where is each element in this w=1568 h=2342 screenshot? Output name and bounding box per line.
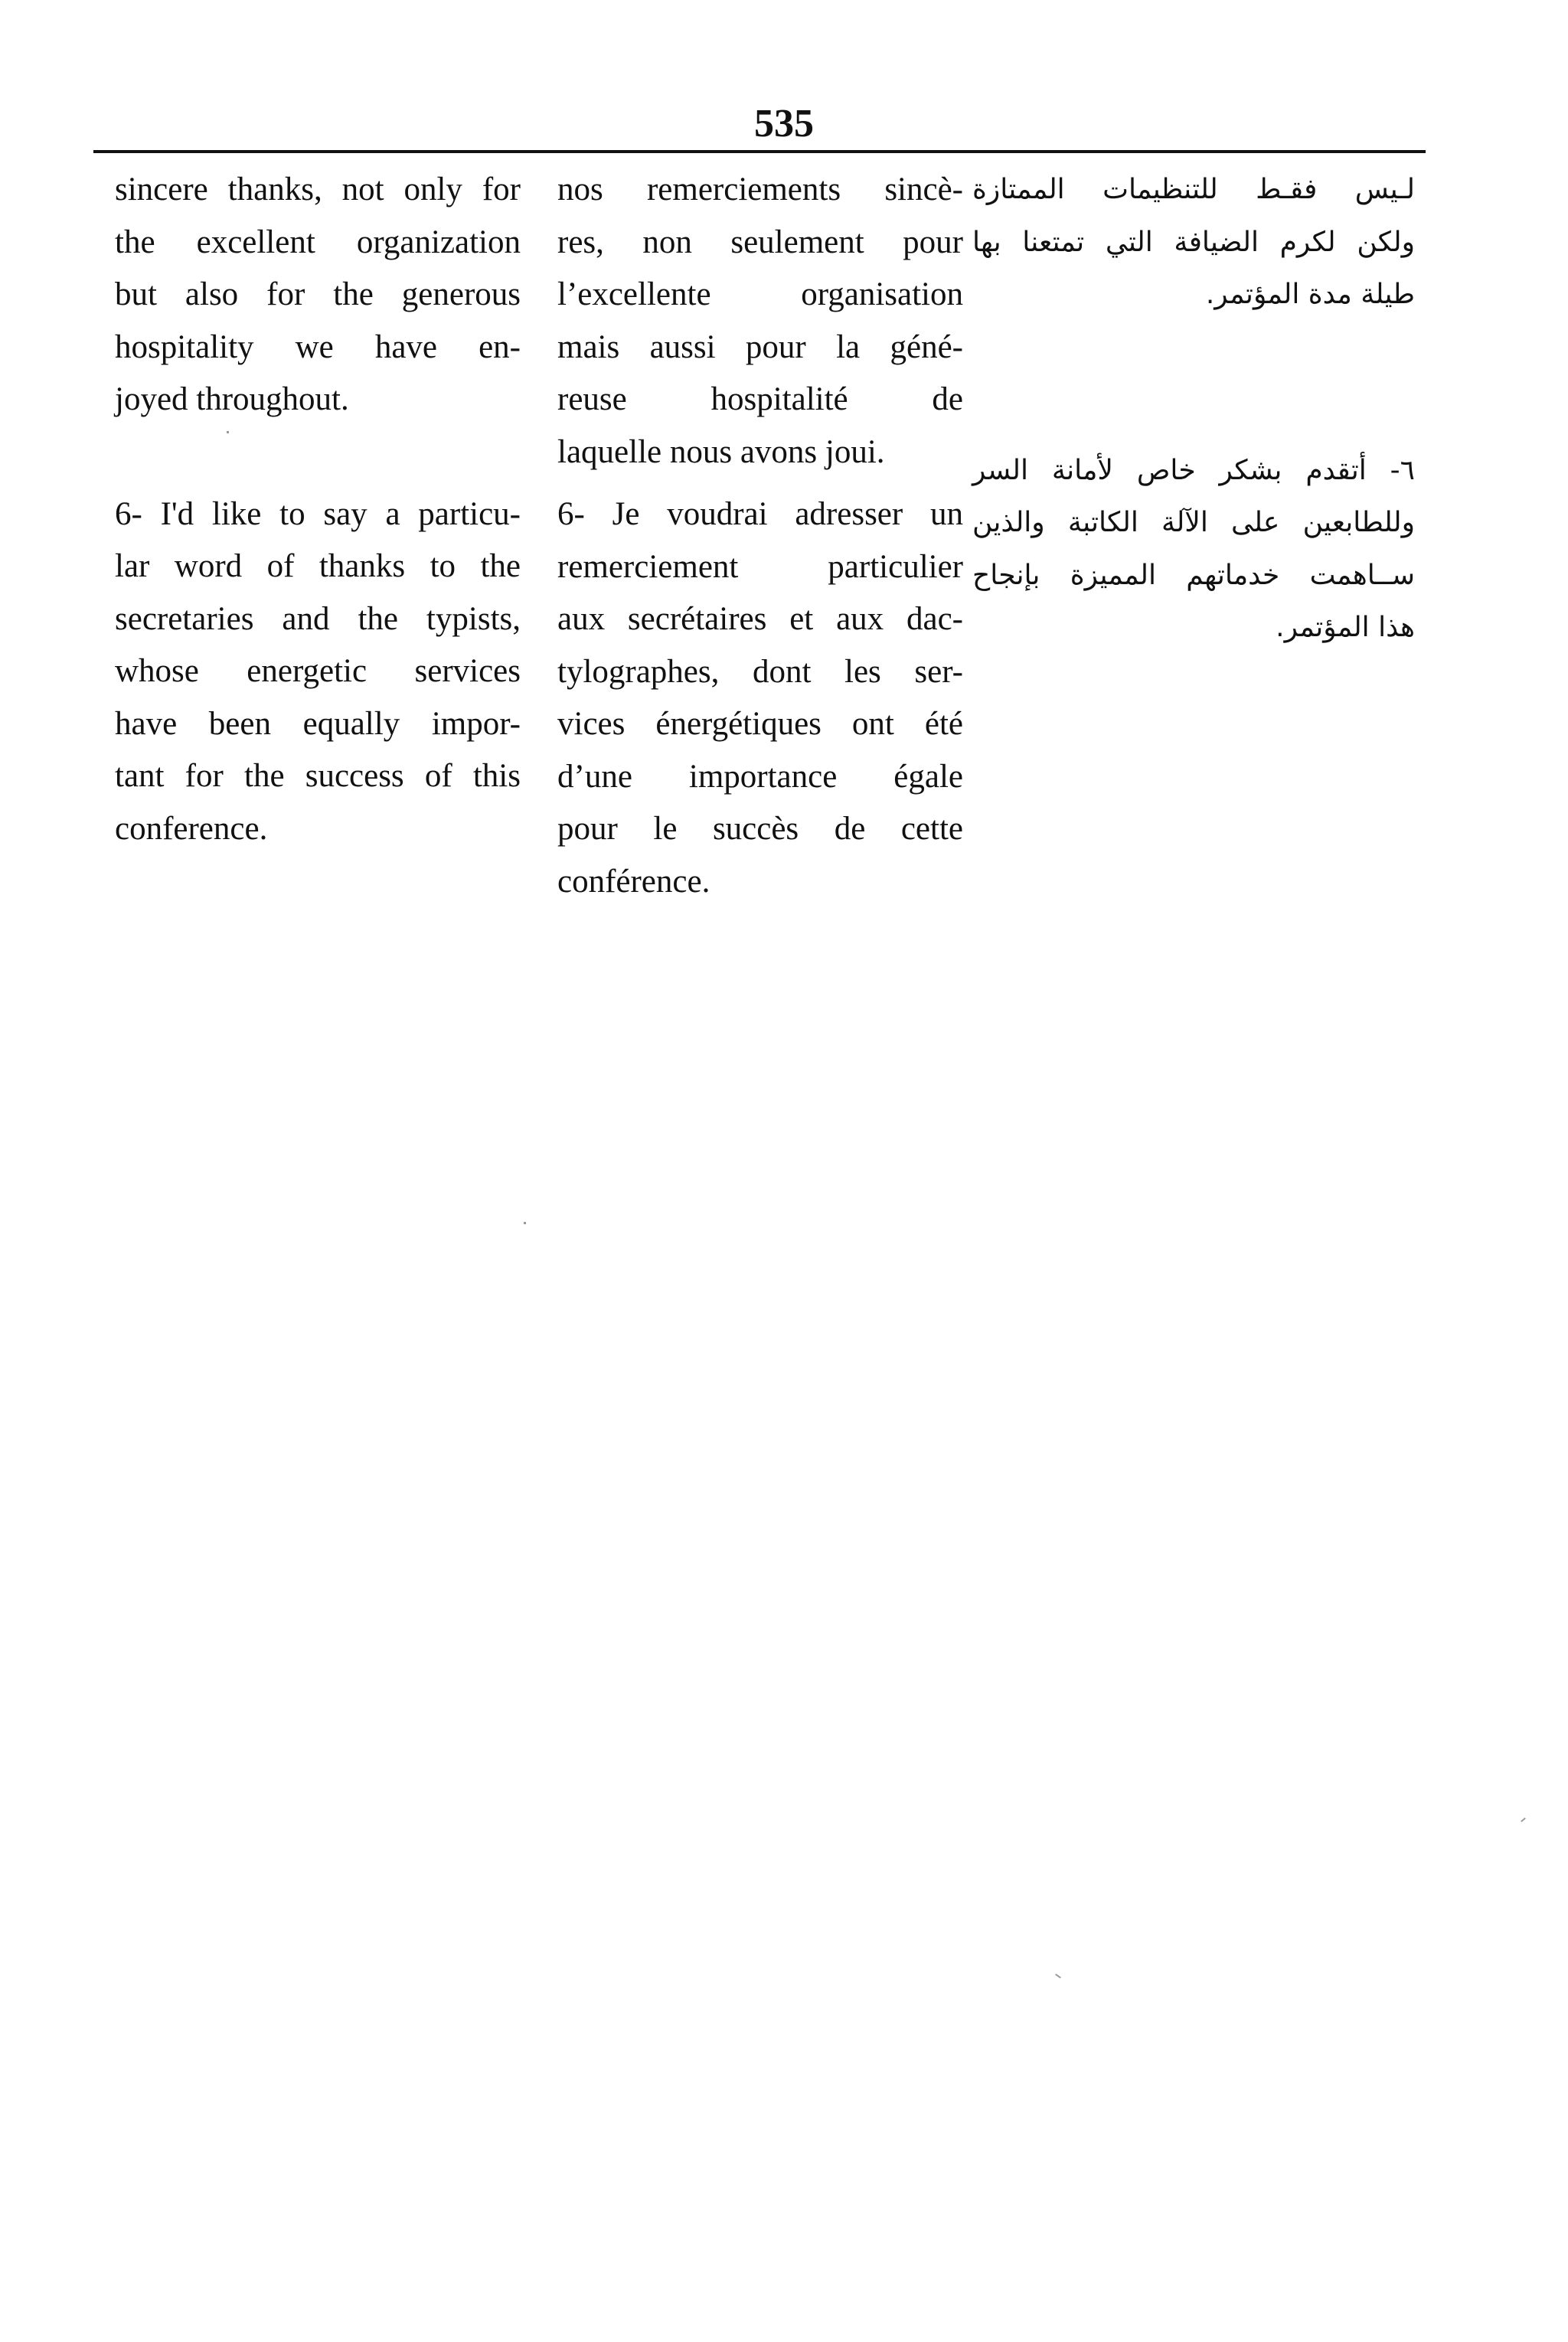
header-rule [93,150,1426,153]
text-line: tylographes, dont les ser- [557,653,963,690]
text-line: pour le succès de cette [557,811,963,847]
paragraph-spacer [972,332,1415,445]
text-line: have been equally impor- [115,705,521,742]
text-line: conference. [115,810,268,847]
text-line: 6- Je voudrai adresser un [557,496,963,532]
text-line: whose energetic services [115,653,521,689]
text-line: طيلة مدة المؤتمر. [1205,279,1415,310]
text-line: hospitality we have en- [115,328,521,365]
text-line: l’excellente organisation [557,276,963,312]
text-line: وللطابعين على الآلة الكاتبة والذين [972,507,1415,538]
text-line: لـيس فقـط للتنظيمات الممتازة [972,174,1415,205]
page-number: 535 [754,102,814,145]
french-paragraph-2 [557,488,963,908]
text-line: remerciement particulier [557,548,963,585]
text-line: nos remerciements sincè- [557,171,963,207]
scan-speck [524,1222,526,1224]
english-paragraph-2 [115,488,521,856]
text-line: vices énergétiques ont été [557,706,963,742]
text-line: conférence. [557,863,710,900]
french-paragraph-1 [557,164,963,479]
text-line: 6- I'd like to say a particu- [115,495,521,532]
arabic-column [972,164,1415,665]
text-line: هذا المؤتمر. [1276,612,1415,643]
text-line: ســاهمت خدماتهم المميزة بإنجاح [972,559,1415,591]
text-line: laquelle nous avons joui. [557,433,885,470]
arabic-paragraph-1 [972,164,1415,322]
text-line: sincere thanks, not only for [115,171,521,207]
text-line: ولكن لكرم الضيافة التي تمتعنا بها [972,226,1415,258]
text-line: reuse hospitalité de [557,381,963,417]
scan-speck [227,431,229,433]
english-paragraph-1 [115,164,521,426]
text-line: res, non seulement pour [557,224,963,260]
text-line: tant for the success of this [115,758,521,794]
text-line: lar word of thanks to the [115,548,521,584]
text-line: ٦- أتقدم بشكر خاص لأمانة السر [972,454,1415,486]
english-column [115,164,521,865]
scan-speck [1521,1818,1526,1822]
text-line: but also for the generous [115,276,521,312]
scan-speck [1055,1974,1061,1978]
text-line: secretaries and the typists, [115,600,521,637]
arabic-paragraph-2 [972,445,1415,655]
text-line: d’une importance égale [557,758,963,795]
text-line: aux secrétaires et aux dac- [557,601,963,637]
text-line: joyed throughout. [115,381,349,417]
text-line: the excellent organization [115,224,521,260]
text-line: mais aussi pour la géné- [557,328,963,365]
paragraph-spacer [115,436,521,488]
french-column [557,164,963,918]
